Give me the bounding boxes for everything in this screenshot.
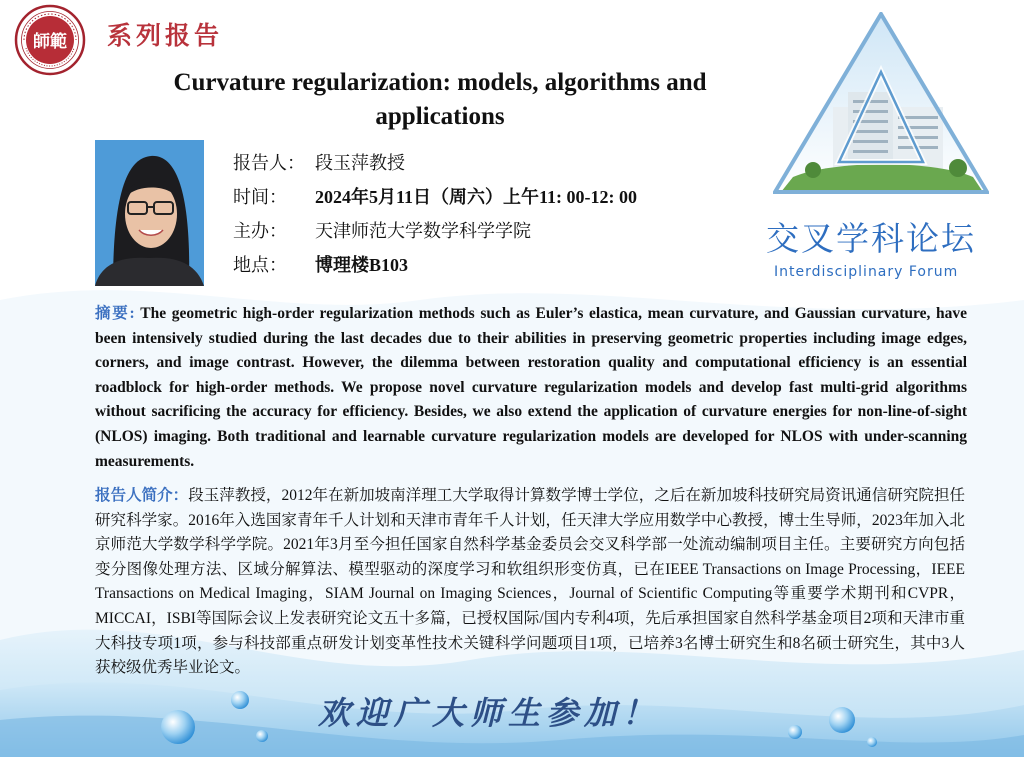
venue-label: 地点：: [233, 255, 287, 275]
forum-title-en: Interdisciplinary Forum: [774, 264, 959, 280]
abstract-text: The geometric high-order regularization methods such as Euler’s elastica, mean curvature, and Gaussian curvature, have been intensively studied during the last decades due to their abilities in preserving geometric properties including image edges, corners, and image contrast. However, the dilemma between restoration quality and computational efficiency is an essential roadblock for high-order methods. We propose novel curvature regularization models and develop fast multi-grid algorithms without sacrificing the accuracy for efficiency. Besides, we also extend the application of curvature energies for non-line-of-sight (NLOS) imaging. Both traditional and learnable curvature regularization models are developed for NLOS with under-scanning measurements.: [95, 305, 967, 470]
abstract-label: 摘要:: [95, 305, 135, 322]
speaker-photo: [95, 140, 204, 286]
series-title: 系列报告: [107, 21, 224, 50]
university-seal-icon: [14, 4, 86, 76]
bio-label: 报告人简介：: [95, 487, 189, 504]
host-value: 天津师范大学数学科学学院: [315, 221, 531, 241]
svg-text:師範: 師範: [33, 32, 67, 52]
speaker-value: 段玉萍教授: [315, 153, 405, 173]
bio-text: 段玉萍教授，2012年在新加坡南洋理工大学取得计算数学博士学位，之后在新加坡科技研究局资讯通信研究院担任研究科学家。2016年入选国家青年千人计划和天津市青年千人计划，任天津大学应用数学中心教授，博士生导师，2023年加入北京师范大学数学科学学院。2021年3月至今担任国家自然科学基金委员会交叉科学部一处流动编制项目主任。主要研究方向包括变分图像处理方法、区域分解算法、模型驱动的深度学习和软组织形变仿真，已在IEEE Transactions on Image Processing，IEEE Transactions on Medical Imaging，SIAM Journal on Imaging Sciences，Journal of Scientific Computing等重要学术期刊和CVPR，MICCAI，ISBI等国际会议上发表研究论文五十多篇，已授权国际/国内专利4项，先后承担国家自然科学基金项目2项和天津市重大科技专项1项，参与科技部重点研发计划变革性技术关键科学问题项目1项，已培养3名博士研究生和8名硕士研究生，其中3人获校级优秀毕业论文。: [95, 487, 965, 677]
speaker-bio: [95, 484, 965, 681]
talk-title: Curvature regularization: models, algorithms and applications: [173, 69, 707, 130]
triangle-building-icon: [773, 12, 989, 198]
venue-value: 博理楼B103: [315, 255, 409, 275]
host-label: 主办：: [233, 221, 287, 241]
time-label: 时间：: [233, 187, 287, 207]
forum-title-cn: 交叉学科论坛: [766, 219, 976, 258]
abstract: [95, 302, 967, 474]
time-value: 2024年5月11日（周六）上午11: 00-12: 00: [315, 187, 637, 207]
welcome-banner: 欢迎广大师生参加！: [318, 694, 661, 732]
speaker-label: 报告人：: [233, 153, 305, 173]
